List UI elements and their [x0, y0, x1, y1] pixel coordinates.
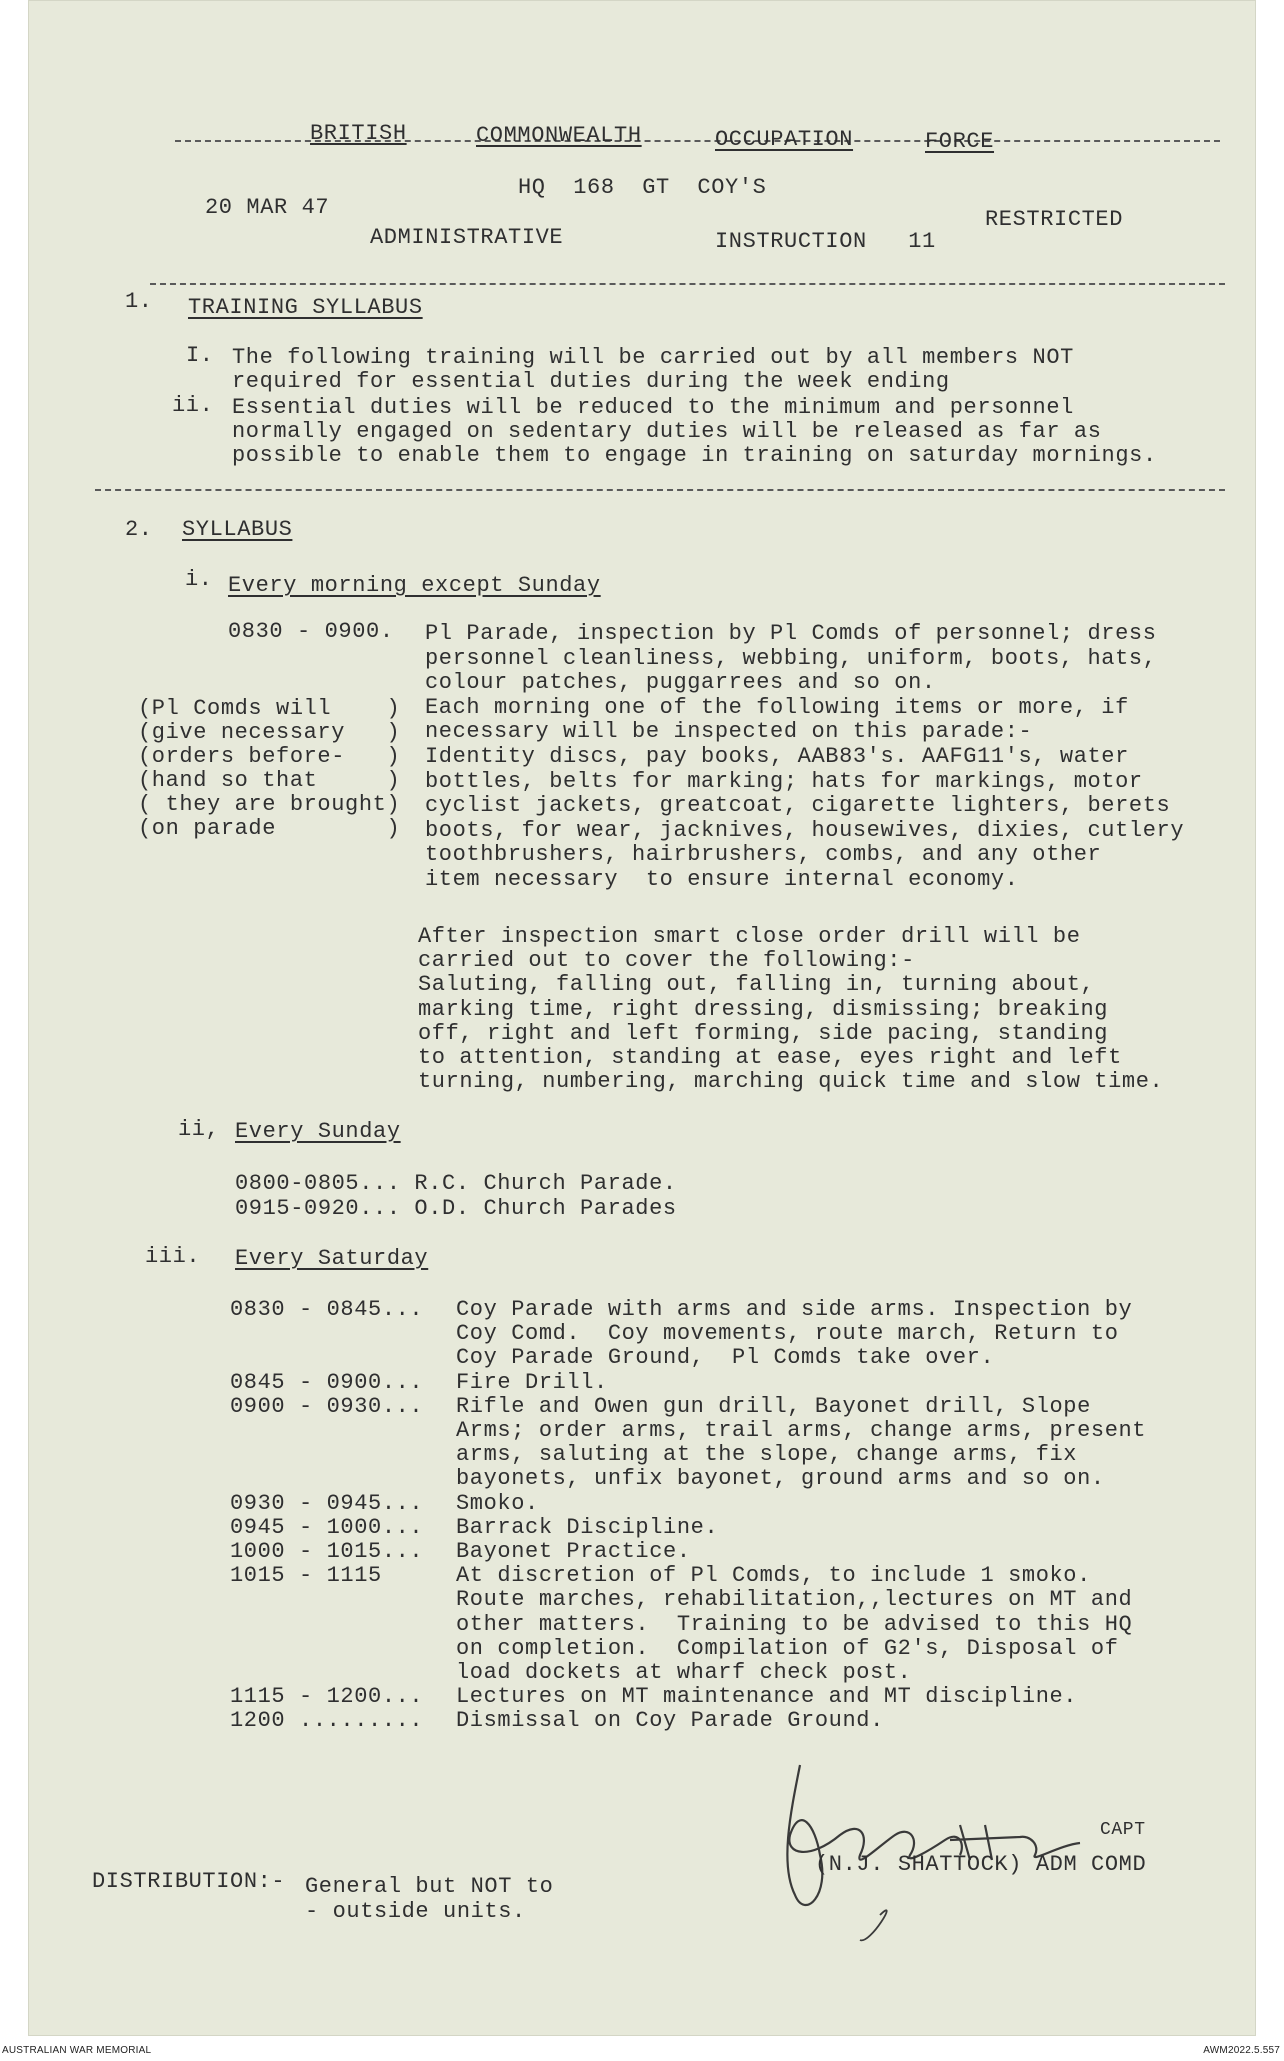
schedule-activity: Coy Parade Ground, Pl Comds take over.	[456, 1345, 995, 1371]
schedule-time: 1200 .........	[230, 1708, 424, 1734]
parade-line: boots, for wear, jacknives, housewives, dixies, cutlery	[425, 817, 1185, 843]
sunday-entry: 0800-0805... R.C. Church Parade.	[235, 1171, 677, 1196]
signatory-rank: CAPT	[1100, 1820, 1146, 1840]
header-word-british: BRITISH	[310, 121, 407, 146]
schedule-activity: Fire Drill.	[456, 1369, 608, 1395]
schedule-activity: on completion. Compilation of G2's, Disposal of	[456, 1635, 1119, 1661]
side-note-line: (hand so that )	[138, 768, 401, 793]
distribution-line: - outside units.	[305, 1899, 526, 1924]
drill-line: marking time, right dressing, dismissing; breaking	[418, 996, 1109, 1022]
schedule-time: 1015 - 1115	[230, 1563, 382, 1589]
side-note-line: (Pl Comds will )	[138, 696, 401, 721]
drill-line: After inspection smart close order drill will be	[418, 924, 1081, 949]
section-1-item-ii-number: ii.	[172, 393, 214, 418]
schedule-time: 0930 - 0945...	[230, 1490, 424, 1516]
drill-line: turning, numbering, marching quick time and slow time.	[418, 1069, 1164, 1095]
schedule-time: 0845 - 0900...	[230, 1369, 424, 1395]
section-1-item-ii-line: Essential duties will be reduced to the minimum and personnel	[232, 395, 1074, 420]
parade-line: colour patches, puggarrees and so on.	[425, 670, 936, 696]
handwritten-signature	[760, 1745, 1150, 1945]
header-unit: HQ 168 GT COY'S	[518, 175, 767, 200]
schedule-activity: other matters. Training to be advised to this HQ	[456, 1611, 1133, 1637]
side-note-line: (on parade )	[138, 816, 401, 841]
schedule-time: 1115 - 1200...	[230, 1684, 424, 1710]
parade-line: item necessary to ensure internal economy.	[425, 867, 1019, 892]
schedule-activity: Bayonet Practice.	[456, 1539, 691, 1564]
subsection-ii-number: ii,	[178, 1117, 220, 1142]
parade-line: necessary will be inspected on this parade:-	[425, 719, 1033, 745]
subsection-iii-title: Every Saturday	[235, 1246, 429, 1271]
section-1-title: TRAINING SYLLABUS	[188, 295, 423, 320]
parade-line: personnel cleanliness, webbing, uniform, boots, hats,	[425, 645, 1157, 671]
section-1-number: 1.	[125, 289, 153, 314]
section-1-item-i-number: I.	[186, 343, 214, 368]
schedule-activity: Arms; order arms, trail arms, change arms, present	[456, 1418, 1147, 1443]
subsection-ii-title: Every Sunday	[235, 1119, 401, 1144]
section-2-number: 2.	[125, 517, 153, 542]
schedule-time: 0900 - 0930...	[230, 1393, 424, 1419]
parade-line: toothbrushers, hairbrushers, combs, and any other	[425, 842, 1102, 868]
side-note-line: (orders before- )	[138, 744, 401, 769]
header-word-commonwealth: COMMONWEALTH	[476, 123, 642, 148]
header-word-occupation: OCCUPATION	[715, 127, 854, 152]
parade-line: Pl Parade, inspection by Pl Comds of personnel; dress	[425, 621, 1157, 646]
signatory-name: (N.J. SHATTOCK) ADM COMD	[815, 1852, 1147, 1877]
footer-accession-number: AWM2022.5.557	[1203, 2045, 1280, 2056]
parade-line: Each morning one of the following items or more, if	[425, 694, 1129, 720]
schedule-activity: Lectures on MT maintenance and MT discipline.	[456, 1684, 1078, 1710]
schedule-time: 0830 - 0845...	[230, 1297, 424, 1322]
schedule-activity: Smoko.	[456, 1490, 539, 1516]
parade-line: Identity discs, pay books, AAB83's. AAFG11's, water	[425, 744, 1129, 769]
schedule-activity: bayonets, unfix bayonet, ground arms and so on.	[456, 1466, 1105, 1492]
footer-institution: AUSTRALIAN WAR MEMORIAL	[2, 2045, 152, 2056]
header-rule	[150, 283, 1225, 285]
distribution-line: General but NOT to	[305, 1874, 554, 1899]
section-1-item-i-line: required for essential duties during the week ending	[232, 369, 950, 394]
section-2-title: SYLLABUS	[182, 517, 293, 542]
side-note-line: ( they are brought)	[138, 792, 401, 817]
schedule-activity: Coy Comd. Coy movements, route march, Return to	[456, 1321, 1119, 1347]
drill-line: to attention, standing at ease, eyes right and left	[418, 1045, 1122, 1070]
schedule-activity: Route marches, rehabilitation,,lectures on MT and	[456, 1587, 1133, 1613]
section-1-item-i-line: The following training will be carried out by all members NOT	[232, 345, 1074, 370]
subsection-iii-number: iii.	[145, 1244, 201, 1269]
parade-line: cyclist jackets, greatcoat, cigarette lighters, berets	[425, 793, 1171, 819]
drill-line: carried out to cover the following:-	[418, 948, 915, 974]
header-administrative: ADMINISTRATIVE	[370, 225, 564, 250]
parade-time: 0830 - 0900.	[228, 619, 394, 644]
schedule-time: 0945 - 1000...	[230, 1514, 424, 1540]
section-1-item-ii-line: normally engaged on sedentary duties will be released as far as	[232, 419, 1102, 444]
schedule-activity: load dockets at wharf check post.	[456, 1660, 912, 1685]
parade-line: bottles, belts for marking; hats for markings, motor	[425, 768, 1143, 794]
distribution-label: DISTRIBUTION:-	[92, 1869, 286, 1894]
document-date: 20 MAR 47	[205, 195, 330, 220]
subsection-i-number: i.	[185, 567, 213, 592]
drill-line: Saluting, falling out, falling in, turning about,	[418, 972, 1095, 998]
schedule-time: 1000 - 1015...	[230, 1539, 424, 1564]
sunday-entry: 0915-0920... O.D. Church Parades	[235, 1196, 677, 1221]
section-1-item-ii-line: possible to enable them to engage in training on saturday mornings.	[232, 443, 1157, 468]
side-note-line: (give necessary )	[138, 720, 401, 745]
schedule-activity: Coy Parade with arms and side arms. Inspection by	[456, 1297, 1133, 1322]
subsection-i-title: Every morning except Sunday	[228, 573, 601, 598]
classification-marking: RESTRICTED	[985, 207, 1124, 232]
schedule-activity: Barrack Discipline.	[456, 1514, 719, 1540]
header-word-force: FORCE	[925, 129, 995, 154]
schedule-activity: At discretion of Pl Comds, to include 1 smoko.	[456, 1563, 1091, 1589]
schedule-activity: Dismissal on Coy Parade Ground.	[456, 1708, 884, 1734]
schedule-activity: arms, saluting at the slope, change arms, fix	[456, 1442, 1078, 1468]
drill-line: off, right and left forming, side pacing, standing	[418, 1020, 1109, 1046]
section-1-rule	[95, 489, 1225, 491]
header-instruction-number: INSTRUCTION 11	[715, 229, 936, 254]
schedule-activity: Rifle and Owen gun drill, Bayonet drill, Slope	[456, 1393, 1091, 1419]
